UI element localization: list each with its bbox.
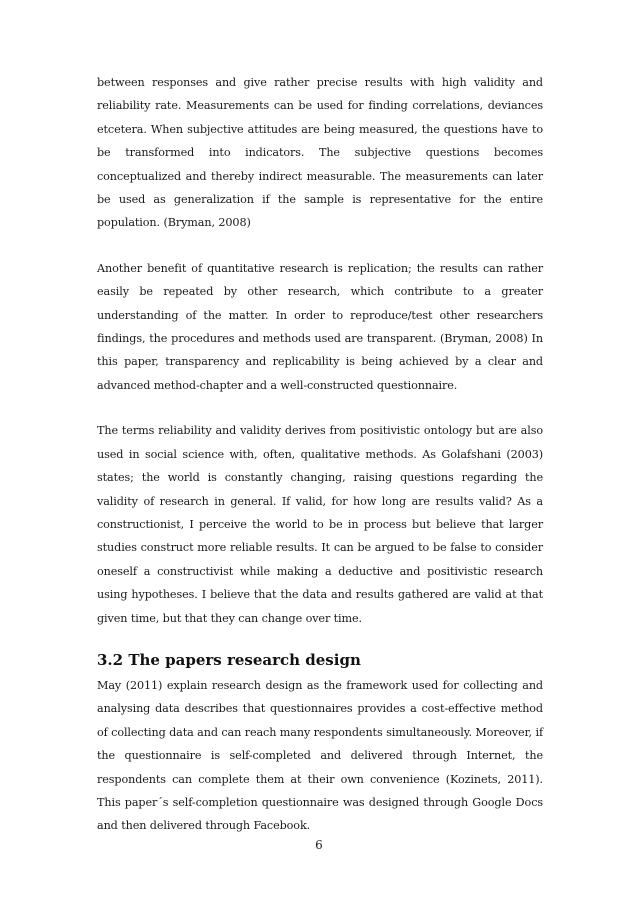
paragraph-measurements: between responses and give rather precise results with high validity and reliability rate. Measurements can be used for finding correlations, deviances etcetera. When subjective attitudes are being measured, the questions have to be transformed into indicators. The subjective questions becomes conceptualized and thereby indirect measurable. The measurements can later be used as generalization if the sample is representative for the entire population. (Bryman, 2008) bbox=[97, 76, 543, 230]
paragraph-reliability-validity: The terms reliability and validity derives from positivistic ontology but are also used in social science with, often, qualitative methods. As Golafshani (2003) states; the world is constantly changing, raising questions regarding the validity of research in general. If valid, for how long are results valid? As a constructionist, I perceive the world to be in process but believe that larger studies construct more reliable results. It can be argued to be false to consider oneself a constructivist while making a deductive and positivistic research using hypotheses. I believe that the data and results gathered are valid at that given time, but that they can change over time. bbox=[97, 424, 543, 625]
paragraph-replication: Another benefit of quantitative research is replication; the results can rather easily be repeated by other research, which contribute to a greater understanding of the matter. In order to reproduce/test other researchers findings, the procedures and methods used are transparent. (Bryman, 2008) In this paper, transparency and replicability is being achieved by a clear and advanced method-chapter and a well-constructed questionnaire. bbox=[97, 261, 543, 392]
document-page bbox=[97, 71, 543, 860]
paragraph-research-design: May (2011) explain research design as the framework used for collecting and analysing data describes that questionnaires provides a cost-effective method of collecting data and can reach many respondents simultaneously. Moreover, if the questionnaire is self-completed and delivered through Internet, the respondents can complete them at their own convenience (Kozinets, 2011). This paper´s self-completion questionnaire was designed through Google Docs and then delivered through Facebook. bbox=[97, 678, 543, 833]
page-number: 6 bbox=[315, 838, 323, 852]
section-heading: 3.2 The papers research design bbox=[97, 650, 361, 669]
